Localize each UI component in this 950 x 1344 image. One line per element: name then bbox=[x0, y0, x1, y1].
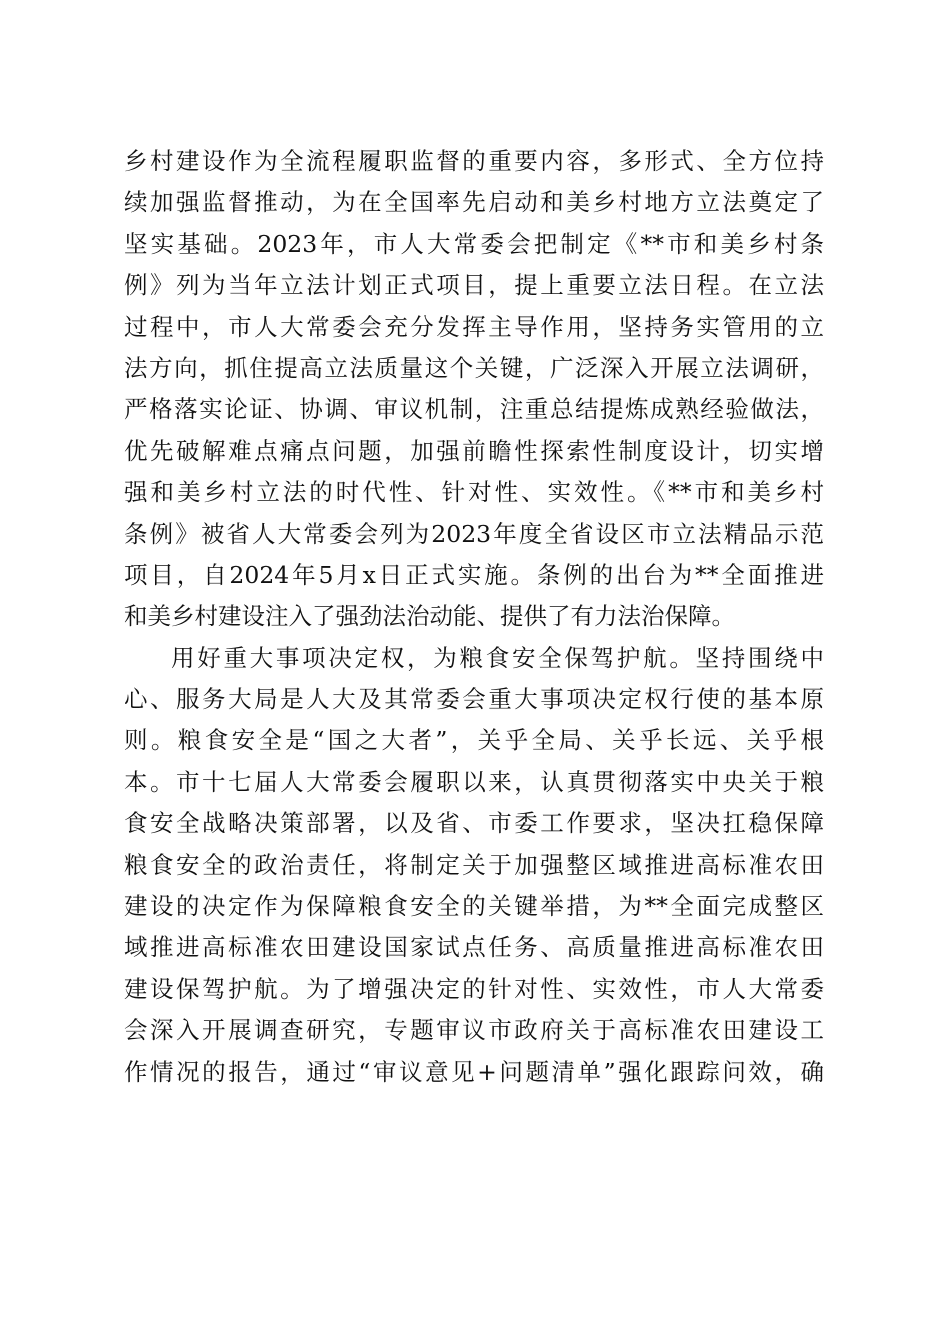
text-line: 会深入开展调查研究，专题审议市政府关于高标准农田建设工 bbox=[124, 1016, 824, 1045]
text-line-first: 用好重大事项决定权，为粮食安全保驾护航。坚持围绕中 bbox=[171, 643, 824, 672]
text-line: 续加强监督推动，为在全国率先启动和美乡村地方立法奠定了 bbox=[124, 188, 824, 217]
text-line: 乡村建设作为全流程履职监督的重要内容，多形式、全方位持 bbox=[124, 147, 824, 175]
text-line: 域推进高标准农田建设国家试点任务、高质量推进高标准农田 bbox=[124, 933, 824, 962]
text-line: 条例》被省人大常委会列为2023年度全省设区市立法精品示范 bbox=[124, 519, 824, 548]
paragraph-food-security bbox=[124, 638, 824, 1093]
text-line: 和美乡村建设注入了强劲法治动能、提供了有力法治保障。 bbox=[124, 602, 735, 631]
text-line: 项目，自2024年5月x日正式实施。条例的出台为**全面推进 bbox=[124, 560, 824, 589]
text-line: 作情况的报告，通过“审议意见+问题清单”强化跟踪问效，确 bbox=[124, 1057, 824, 1086]
text-line: 例》列为当年立法计划正式项目，提上重要立法日程。在立法 bbox=[124, 271, 824, 300]
text-line: 建设保驾护航。为了增强决定的针对性、实效性，市人大常委 bbox=[124, 974, 824, 1003]
text-line: 食安全战略决策部署，以及省、市委工作要求，坚决扛稳保障 bbox=[124, 809, 824, 838]
document-body bbox=[124, 141, 824, 1093]
paragraph-rural-legislation bbox=[124, 141, 824, 638]
text-line: 本。市十七届人大常委会履职以来，认真贯彻落实中央关于粮 bbox=[124, 767, 824, 796]
text-line: 过程中，市人大常委会充分发挥主导作用，坚持务实管用的立 bbox=[124, 312, 824, 341]
text-line: 则。粮食安全是“国之大者”，关乎全局、关乎长远、关乎根 bbox=[124, 726, 824, 755]
text-line: 强和美乡村立法的时代性、针对性、实效性。《**市和美乡村 bbox=[124, 478, 824, 507]
text-line: 法方向，抓住提高立法质量这个关键，广泛深入开展立法调研， bbox=[124, 353, 824, 382]
text-line: 坚实基础。2023年，市人大常委会把制定《**市和美乡村条 bbox=[124, 229, 824, 258]
text-line: 严格落实论证、协调、审议机制，注重总结提炼成熟经验做法， bbox=[124, 395, 824, 424]
text-line: 粮食安全的政治责任，将制定关于加强整区域推进高标准农田 bbox=[124, 850, 824, 879]
text-line: 优先破解难点痛点问题，加强前瞻性探索性制度设计，切实增 bbox=[124, 436, 824, 465]
text-line: 建设的决定作为保障粮食安全的关键举措，为**全面完成整区 bbox=[124, 892, 824, 921]
text-line: 心、服务大局是人大及其常委会重大事项决定权行使的基本原 bbox=[124, 685, 824, 714]
